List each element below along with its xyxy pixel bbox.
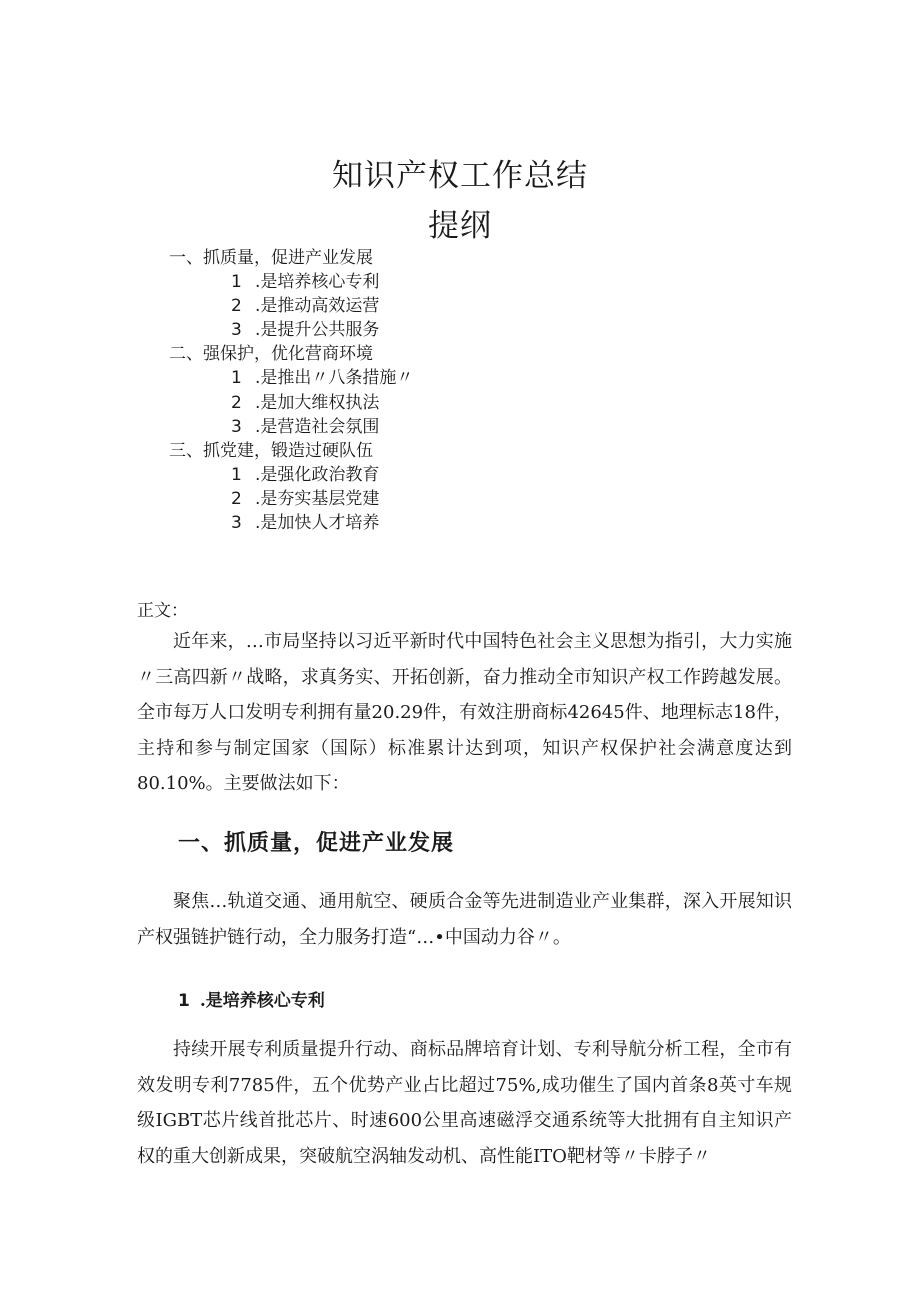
outline-item-text: .是提升公共服务 [255,320,380,341]
subsection-title: .是培养核心专利 [199,991,325,1011]
subsection-paragraph: 持续开展专利质量提升行动、商标品牌培育计划、专利导航分析工程，全市有效发明专利7785件，五个优势产业占比超过75%,成功催生了国内首条8英寸车规级IGBT芯片线首批芯片、时速600公里高速磁浮交通系统等大批拥有自主知识产权的重大创新成果，突破航空涡轴发动机、高性能ITO靶材等〃卡脖子〃 [137,1039,792,1167]
outline-item-text: .是推动高效运营 [255,296,380,317]
outline-section-heading: 二、强保护，优化营商环境 [169,344,373,365]
outline-item-text: .是夯实基层党建 [255,488,380,509]
outline-item-number: 2 [231,296,242,317]
outline-item [0,270,920,294]
outline-item [0,366,920,390]
outline-section-heading: 三、抓党建，锻造过硬队伍 [169,440,373,461]
outline-item-text: .是推出〃八条措施〃 [255,368,414,389]
outline-item [0,294,920,318]
outline-item-text: .是加快人才培养 [255,513,380,534]
outline-item-text: .是培养核心专利 [255,272,380,293]
section-paragraph: 聚焦…轨道交通、通用航空、硬质合金等先进制造业产业集群，深入开展知识产权强链护链行动，全力服务打造“…•中国动力谷〃。 [137,891,792,948]
outline-item-number: 2 [231,392,242,413]
outline-item [0,391,920,415]
outline-item-text: .是营造社会氛围 [255,416,380,437]
outline-item [0,487,920,511]
outline-item-number: 1 [231,464,242,485]
section-heading: 一、抓质量，促进产业发展 [178,831,455,856]
outline-item [0,463,920,487]
outline-item [0,318,920,342]
outline-item-number: 3 [231,320,242,341]
outline-list [0,246,920,535]
intro-paragraph: 近年来，…市局坚持以习近平新时代中国特色社会主义思想为指引，大力实施〃三高四新〃战略，求真务实、开拓创新，奋力推动全市知识产权工作跨越发展。全市每万人口发明专利拥有量20.29件，有效注册商标42645件、地理标志18件，主持和参与制定国家（国际）标准累计达到项，知识产权保护社会满意度达到80.10%。主要做法如下： [137,631,792,794]
outline-item-text: .是加大维权执法 [255,392,380,413]
document-subtitle: 提纲 [428,208,492,244]
outline-item [0,415,920,439]
outline-item-number: 1 [231,368,242,389]
outline-item-number: 2 [231,488,242,509]
outline-section-heading: 一、抓质量，促进产业发展 [169,248,373,268]
subsection-number: 1 [178,991,190,1011]
outline-item-number: 1 [231,272,242,293]
outline-item [0,511,920,535]
outline-item-text: .是强化政治教育 [255,464,380,485]
subsection-heading [178,986,325,1011]
document-title: 知识产权工作总结 [332,158,588,194]
outline-item-number: 3 [231,513,242,534]
outline-item-number: 3 [231,416,242,437]
body-label: 正文： [137,601,188,621]
